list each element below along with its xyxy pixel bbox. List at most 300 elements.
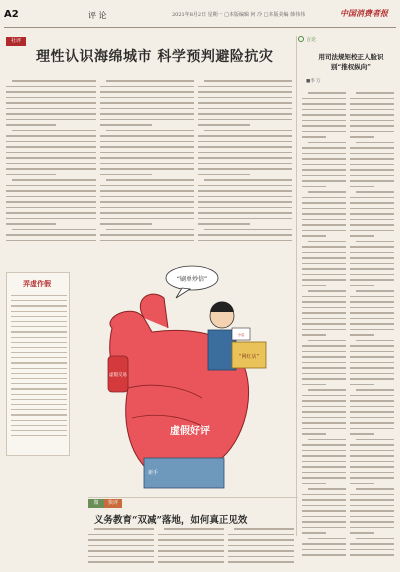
text-line <box>302 499 346 501</box>
text-line <box>350 208 394 210</box>
text-line <box>6 124 56 126</box>
text-line <box>228 534 294 536</box>
text-line <box>350 323 394 325</box>
text-line <box>350 450 394 452</box>
text-line <box>350 246 394 248</box>
text-line <box>302 521 346 523</box>
text-line <box>350 527 394 529</box>
text-line <box>11 373 67 374</box>
text-line <box>6 113 96 115</box>
text-line <box>198 174 250 176</box>
editorial-cartoon <box>72 258 294 492</box>
text-line <box>350 406 394 408</box>
text-line <box>302 230 346 232</box>
text-line <box>302 307 346 309</box>
text-line <box>308 290 346 292</box>
text-line <box>198 119 292 121</box>
text-line <box>106 80 194 82</box>
text-line <box>100 108 194 110</box>
text-line <box>302 120 346 122</box>
text-line <box>350 477 394 479</box>
text-line <box>302 345 346 347</box>
bottom-article-title: 义务教育“双减”落地，如何真正见效 <box>94 515 248 526</box>
text-line <box>100 190 194 192</box>
page-number: A2 <box>4 9 19 20</box>
text-line <box>100 201 194 203</box>
text-line <box>302 147 346 149</box>
text-line <box>350 329 394 331</box>
text-line <box>302 406 346 408</box>
text-line <box>198 240 292 242</box>
text-line <box>302 373 346 375</box>
text-line <box>6 108 96 110</box>
text-line <box>350 219 394 221</box>
text-line <box>158 534 224 536</box>
text-line <box>356 191 394 193</box>
text-line <box>11 414 67 415</box>
text-line <box>302 186 326 188</box>
text-line <box>11 383 67 384</box>
text-line <box>302 296 346 298</box>
text-line <box>6 135 96 137</box>
text-line <box>204 179 292 181</box>
text-line <box>302 301 346 303</box>
text-line <box>198 185 292 187</box>
text-line <box>302 356 346 358</box>
text-line <box>6 86 96 88</box>
sidebar-author: ■李 万 <box>306 79 321 84</box>
text-line <box>302 208 346 210</box>
side-box <box>6 272 70 456</box>
bottom-column-1 <box>88 528 154 567</box>
text-line <box>350 274 394 276</box>
text-line <box>350 230 394 232</box>
text-line <box>11 352 67 353</box>
thumb-text: 虚假好评 <box>170 426 210 437</box>
text-line <box>302 433 326 435</box>
commentary-icon <box>298 36 304 42</box>
text-line <box>6 146 96 148</box>
text-line <box>12 80 96 82</box>
text-line <box>88 539 154 541</box>
text-line <box>12 229 96 231</box>
text-line <box>356 439 394 441</box>
text-line <box>350 224 394 226</box>
text-line <box>350 466 394 468</box>
text-line <box>11 305 67 306</box>
text-line <box>356 389 394 391</box>
text-line <box>198 97 292 99</box>
text-line <box>356 290 394 292</box>
text-line <box>302 400 346 402</box>
text-line <box>350 362 394 364</box>
text-line <box>198 196 292 198</box>
text-line <box>6 163 96 165</box>
text-line <box>350 334 374 336</box>
text-line <box>302 224 346 226</box>
text-line <box>100 168 194 170</box>
text-line <box>11 425 67 426</box>
text-line <box>350 499 394 501</box>
text-line <box>350 109 394 111</box>
text-line <box>302 422 346 424</box>
text-line <box>198 113 292 115</box>
text-line <box>11 311 67 312</box>
text-line <box>302 362 346 364</box>
text-line <box>11 342 67 343</box>
text-line <box>164 528 224 530</box>
side-box-title: 弄虚作假 <box>23 279 51 288</box>
text-line <box>350 516 394 518</box>
text-line <box>198 190 292 192</box>
text-line <box>350 301 394 303</box>
text-line <box>198 163 292 165</box>
text-line <box>6 240 96 242</box>
text-line <box>356 241 394 243</box>
text-line <box>302 318 346 320</box>
text-line <box>158 550 224 552</box>
text-line <box>350 367 394 369</box>
text-line <box>302 312 346 314</box>
text-line <box>228 556 294 558</box>
text-line <box>100 119 194 121</box>
text-line <box>11 404 67 405</box>
text-line <box>11 420 67 421</box>
text-line <box>100 223 152 225</box>
sidebar-column-2 <box>350 92 394 560</box>
text-line <box>350 125 394 127</box>
text-line <box>350 307 394 309</box>
text-line <box>302 367 346 369</box>
text-line <box>350 202 394 204</box>
text-line <box>11 435 67 436</box>
text-line <box>11 295 67 296</box>
text-line <box>350 384 374 386</box>
text-line <box>302 136 326 138</box>
text-line <box>350 257 394 259</box>
text-line <box>350 549 394 551</box>
column-divider <box>296 36 297 536</box>
text-line <box>228 539 294 541</box>
text-line <box>100 86 194 88</box>
sidebar-article-title: 用司法规矩校正人脸识别“推权纵向” <box>318 53 384 71</box>
sleeve-text: 新手 <box>148 470 159 476</box>
text-line <box>106 229 194 231</box>
text-line <box>350 422 394 424</box>
text-line <box>6 141 96 143</box>
text-line <box>100 91 194 93</box>
text-line <box>308 488 346 490</box>
text-line <box>350 345 394 347</box>
text-line <box>100 234 194 236</box>
text-line <box>6 234 96 236</box>
text-line <box>100 113 194 115</box>
text-line <box>6 174 56 176</box>
text-line <box>302 527 346 529</box>
text-line <box>11 409 67 410</box>
text-line <box>302 428 346 430</box>
text-line <box>88 545 154 547</box>
text-line <box>198 108 292 110</box>
text-line <box>302 532 326 534</box>
text-line <box>198 234 292 236</box>
text-line <box>308 191 346 193</box>
text-line <box>350 103 394 105</box>
text-line <box>350 164 394 166</box>
text-line <box>302 483 326 485</box>
text-line <box>88 556 154 558</box>
text-line <box>100 240 194 242</box>
article-column-2 <box>100 80 194 245</box>
text-line <box>198 201 292 203</box>
text-line <box>350 455 394 457</box>
text-line <box>350 312 394 314</box>
text-line <box>158 561 224 563</box>
text-line <box>302 169 346 171</box>
text-line <box>356 142 394 144</box>
text-line <box>356 488 394 490</box>
text-line <box>94 528 154 530</box>
text-line <box>11 316 67 317</box>
text-line <box>302 219 346 221</box>
text-line <box>302 175 346 177</box>
text-line <box>302 554 346 556</box>
text-line <box>350 444 394 446</box>
text-line <box>6 157 96 159</box>
text-line <box>198 102 292 104</box>
side-box-text <box>11 295 67 440</box>
text-line <box>302 334 326 336</box>
text-line <box>100 207 194 209</box>
text-line <box>12 179 96 181</box>
text-line <box>350 356 394 358</box>
section-name: 评 论 <box>88 11 107 20</box>
box-label: “网红店” <box>238 354 260 360</box>
text-line <box>350 351 394 353</box>
text-line <box>228 550 294 552</box>
text-line <box>350 373 394 375</box>
text-line <box>350 120 394 122</box>
text-line <box>350 521 394 523</box>
text-line <box>302 543 346 545</box>
text-line <box>198 146 292 148</box>
article-tag: 社评 <box>6 37 26 46</box>
text-line <box>100 102 194 104</box>
text-line <box>302 417 346 419</box>
text-line <box>350 428 394 430</box>
text-line <box>100 218 194 220</box>
text-line <box>302 516 346 518</box>
text-line <box>350 153 394 155</box>
text-line <box>302 131 346 133</box>
text-line <box>302 98 346 100</box>
text-line <box>350 197 394 199</box>
text-line <box>350 510 394 512</box>
text-line <box>350 400 394 402</box>
text-line <box>350 417 394 419</box>
text-line <box>308 142 346 144</box>
text-line <box>302 285 326 287</box>
text-line <box>350 169 394 171</box>
text-line <box>6 212 96 214</box>
right-badge-text: 小店 <box>237 333 245 337</box>
text-line <box>350 483 374 485</box>
text-line <box>302 466 346 468</box>
text-line <box>88 561 154 563</box>
text-line <box>6 196 96 198</box>
text-line <box>350 263 394 265</box>
text-line <box>302 494 346 496</box>
text-line <box>198 124 250 126</box>
text-line <box>302 153 346 155</box>
sidebar-column-1 <box>302 92 346 560</box>
text-line <box>198 218 292 220</box>
text-line <box>6 102 96 104</box>
text-line <box>6 201 96 203</box>
text-line <box>350 472 394 474</box>
text-line <box>100 185 194 187</box>
text-line <box>88 534 154 536</box>
text-line <box>302 411 346 413</box>
text-line <box>198 86 292 88</box>
text-line <box>100 174 152 176</box>
text-line <box>350 554 394 556</box>
text-line <box>158 556 224 558</box>
text-line <box>11 368 67 369</box>
text-line <box>228 545 294 547</box>
text-line <box>350 252 394 254</box>
text-line <box>302 378 346 380</box>
text-line <box>11 378 67 379</box>
text-line <box>100 163 194 165</box>
text-line <box>302 329 346 331</box>
text-line <box>308 389 346 391</box>
text-line <box>11 362 67 363</box>
text-line <box>308 538 346 540</box>
text-line <box>302 323 346 325</box>
text-line <box>11 347 67 348</box>
text-line <box>302 268 346 270</box>
text-line <box>350 279 394 281</box>
text-line <box>350 395 394 397</box>
text-line <box>302 477 346 479</box>
text-line <box>158 545 224 547</box>
text-line <box>106 179 194 181</box>
text-line <box>198 91 292 93</box>
text-line <box>11 399 67 400</box>
header-divider <box>4 27 396 28</box>
sidebar-label: 言论 <box>306 37 317 43</box>
article-column-3 <box>198 80 292 245</box>
text-line <box>302 164 346 166</box>
text-line <box>302 455 346 457</box>
text-line <box>204 80 292 82</box>
text-line <box>350 378 394 380</box>
text-line <box>6 185 96 187</box>
text-line <box>350 136 374 138</box>
text-line <box>88 550 154 552</box>
newspaper-masthead: 中国消费者报 <box>340 8 388 18</box>
text-line <box>302 395 346 397</box>
text-line <box>11 430 67 431</box>
text-line <box>302 274 346 276</box>
text-line <box>6 152 96 154</box>
text-line <box>302 450 346 452</box>
text-line <box>350 186 374 188</box>
text-line <box>234 528 294 530</box>
text-line <box>356 92 394 94</box>
text-line <box>302 213 346 215</box>
text-line <box>350 131 394 133</box>
text-line <box>11 388 67 389</box>
text-line <box>356 538 394 540</box>
text-line <box>302 109 346 111</box>
text-line <box>350 296 394 298</box>
text-line <box>158 539 224 541</box>
bottom-column-3 <box>228 528 294 567</box>
left-badge-text: 虚假交易 <box>109 373 127 378</box>
text-line <box>100 124 152 126</box>
text-line <box>228 561 294 563</box>
text-line <box>302 472 346 474</box>
text-line <box>100 135 194 137</box>
text-line <box>350 285 374 287</box>
text-line <box>100 212 194 214</box>
text-line <box>11 394 67 395</box>
speech-bubble-text: “刷单炒信” <box>176 276 208 283</box>
text-line <box>11 321 67 322</box>
text-line <box>350 158 394 160</box>
bottom-tag-left: 微 <box>88 499 104 508</box>
text-line <box>302 351 346 353</box>
text-line <box>308 241 346 243</box>
text-line <box>302 246 346 248</box>
page-header <box>0 0 400 30</box>
text-line <box>100 97 194 99</box>
text-line <box>198 141 292 143</box>
text-line <box>302 279 346 281</box>
text-line <box>302 505 346 507</box>
text-line <box>302 125 346 127</box>
text-line <box>100 152 194 154</box>
text-line <box>198 223 250 225</box>
text-line <box>11 337 67 338</box>
text-line <box>198 157 292 159</box>
text-line <box>198 135 292 137</box>
text-line <box>302 444 346 446</box>
bottom-column-2 <box>158 528 224 567</box>
text-line <box>350 433 374 435</box>
text-line <box>308 340 346 342</box>
text-line <box>350 461 394 463</box>
text-line <box>302 158 346 160</box>
text-line <box>302 235 326 237</box>
text-line <box>198 212 292 214</box>
text-line <box>198 168 292 170</box>
article-column-1 <box>6 80 96 245</box>
text-line <box>302 197 346 199</box>
text-line <box>302 510 346 512</box>
text-line <box>198 152 292 154</box>
text-line <box>6 223 56 225</box>
text-line <box>350 543 394 545</box>
text-line <box>6 168 96 170</box>
text-line <box>302 384 326 386</box>
text-line <box>302 263 346 265</box>
text-line <box>302 114 346 116</box>
text-line <box>100 157 194 159</box>
text-line <box>100 141 194 143</box>
